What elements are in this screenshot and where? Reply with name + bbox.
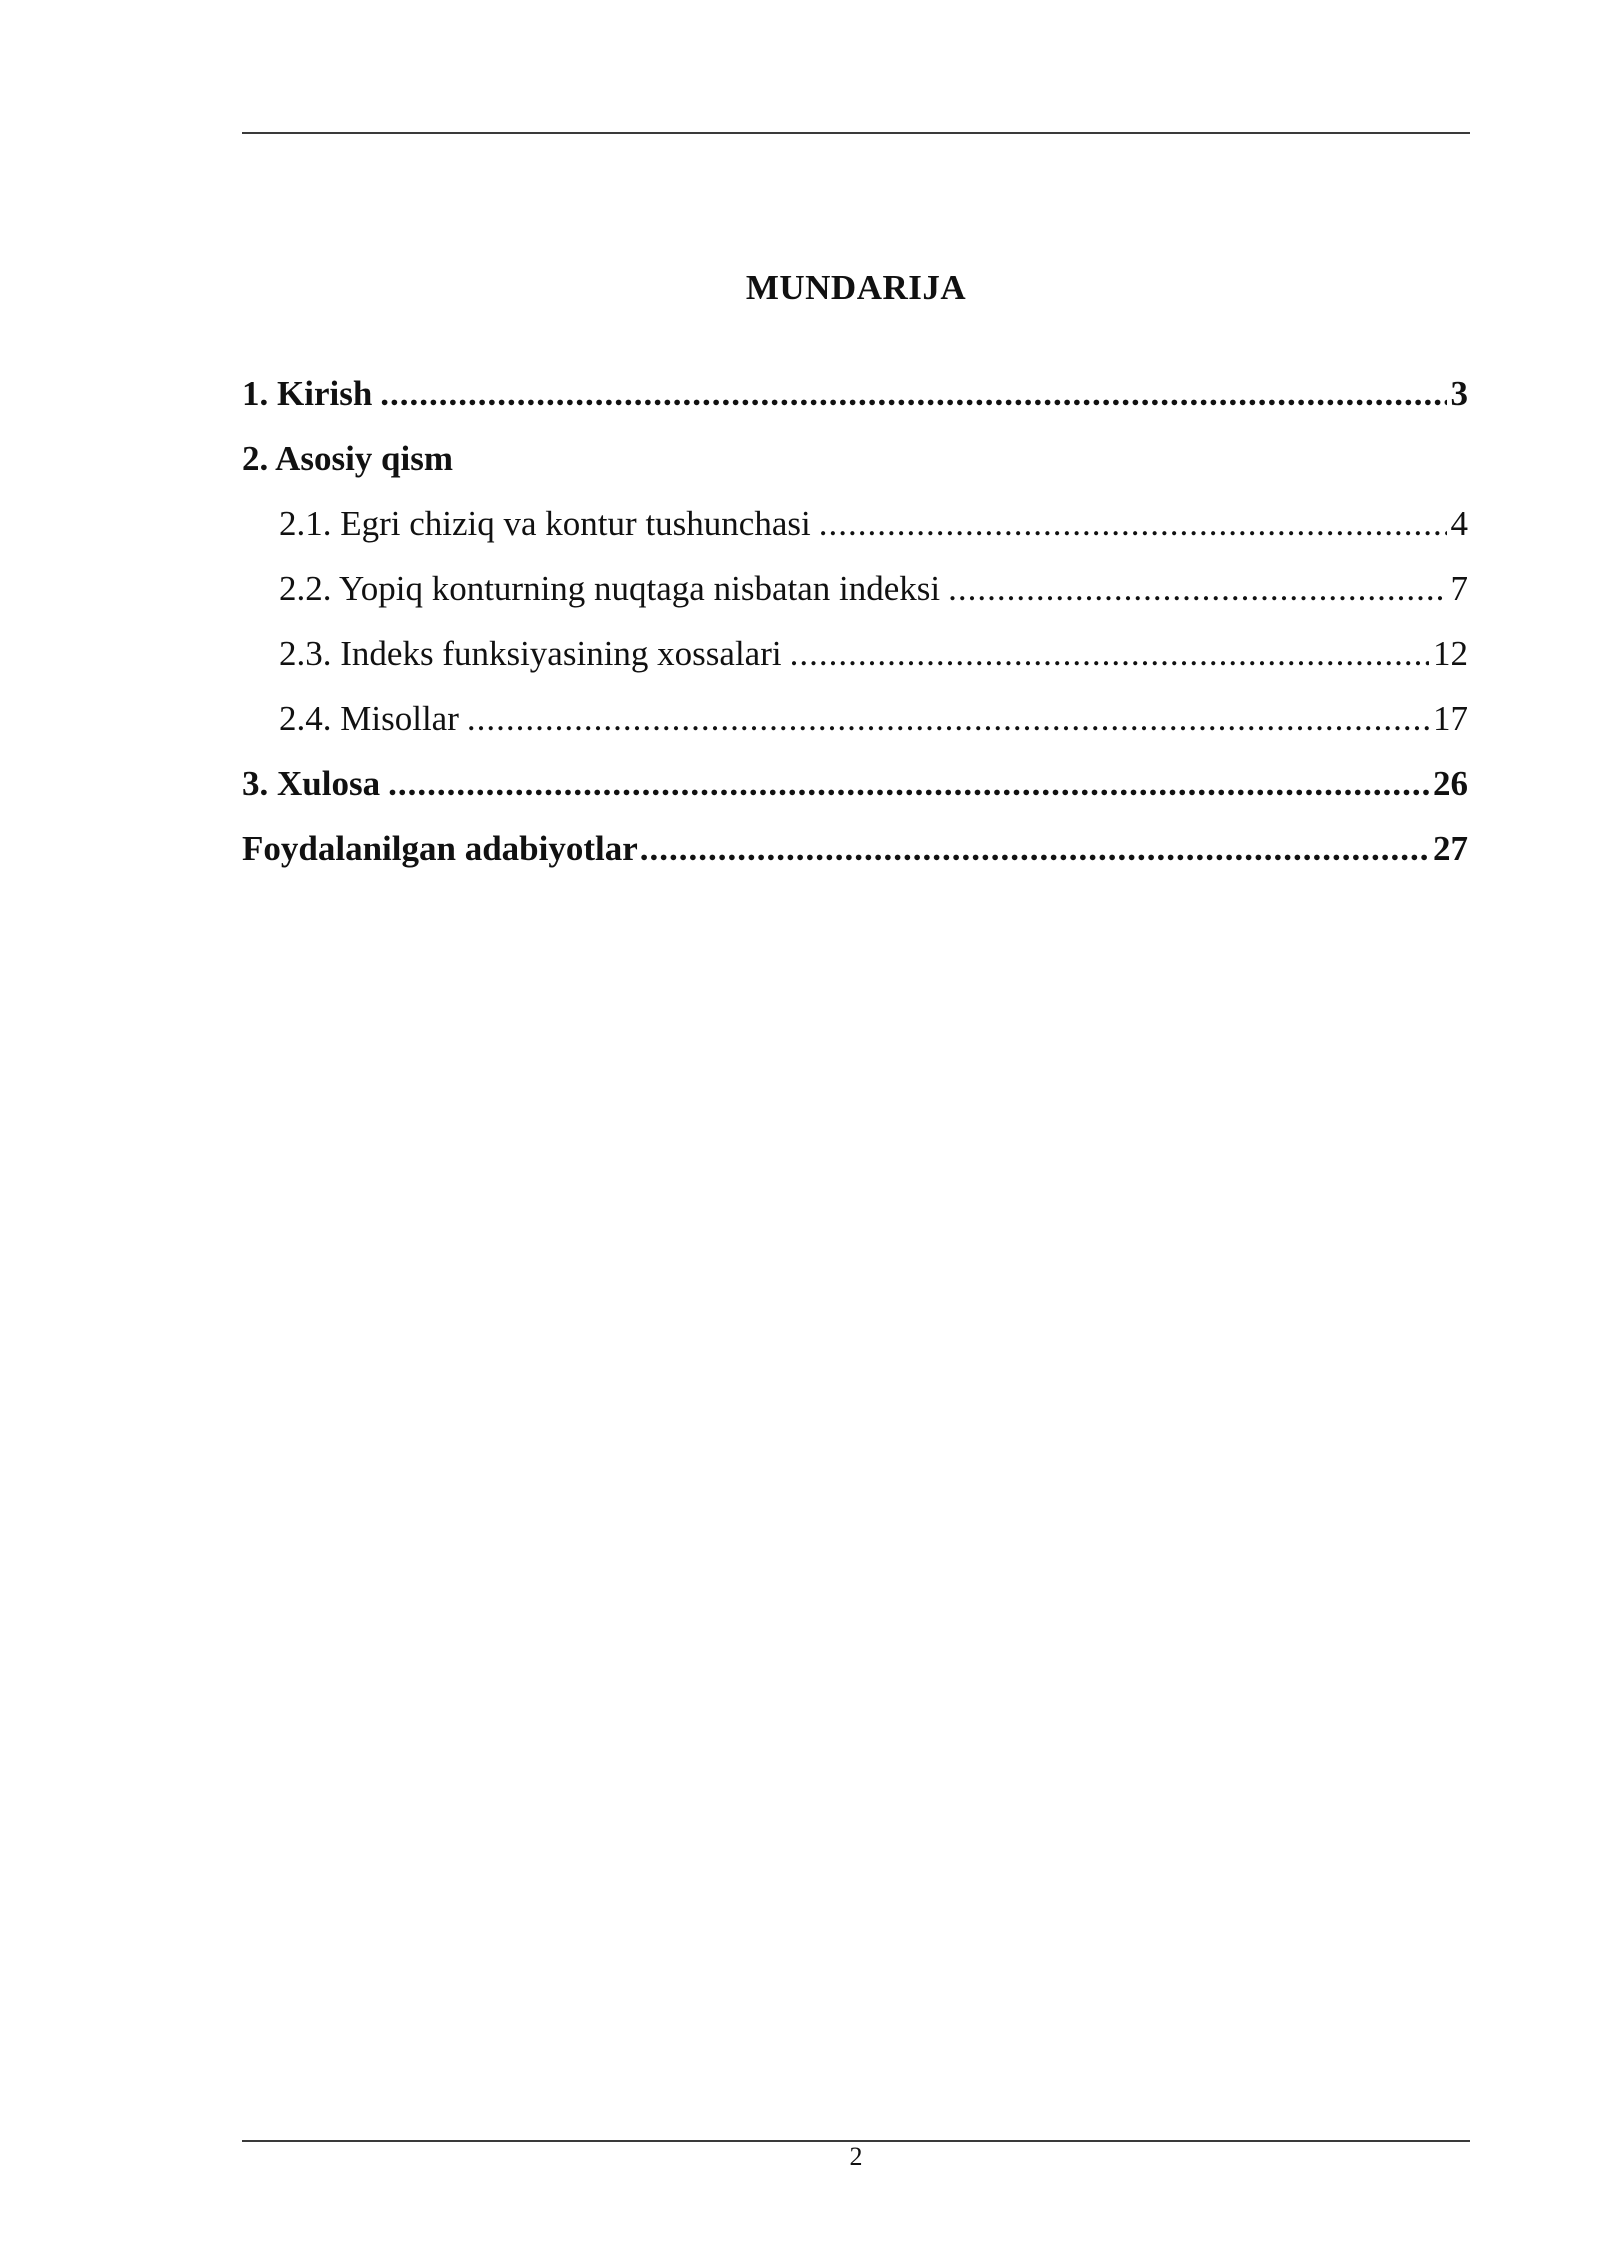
toc-entry-label: 2.2. Yopiq konturning nuqtaga nisbatan indeksi xyxy=(279,569,941,608)
toc-entry-xulosa[interactable] xyxy=(242,760,1468,825)
page-number: 2 xyxy=(849,2142,863,2171)
toc-entry-page: 7 xyxy=(1450,569,1468,608)
toc-entry-2-3[interactable] xyxy=(242,630,1468,695)
toc-entry-2-1[interactable] xyxy=(242,500,1468,565)
toc-entry-page: 17 xyxy=(1433,699,1468,738)
toc-dot-leader xyxy=(467,695,1429,743)
toc-entry-page: 27 xyxy=(1433,829,1468,868)
toc-entry-label: 1. Kirish xyxy=(242,374,373,413)
table-of-contents xyxy=(242,370,1468,890)
toc-dot-leader xyxy=(380,370,1446,418)
toc-entry-label: 2. Asosiy qism xyxy=(242,439,454,478)
toc-dot-leader xyxy=(819,500,1447,548)
toc-entry-asosiy-qism[interactable] xyxy=(242,435,1468,500)
toc-entry-kirish[interactable] xyxy=(242,370,1468,435)
toc-dot-leader xyxy=(388,760,1429,808)
toc-dot-leader xyxy=(790,630,1429,678)
toc-entry-2-4[interactable] xyxy=(242,695,1468,760)
toc-entry-label: 3. Xulosa xyxy=(242,764,381,803)
toc-entry-adabiyotlar[interactable] xyxy=(242,825,1468,890)
page-title: MUNDARIJA xyxy=(745,268,967,307)
toc-entry-page: 3 xyxy=(1450,374,1468,413)
toc-entry-label: 2.3. Indeks funksiyasining xossalari xyxy=(279,634,782,673)
toc-entry-label: 2.1. Egri chiziq va kontur tushunchasi xyxy=(279,504,811,543)
toc-entry-label: Foydalanilgan adabiyotlar xyxy=(242,829,638,868)
toc-entry-page: 12 xyxy=(1433,634,1468,673)
toc-entry-2-2[interactable] xyxy=(242,565,1468,630)
header-rule xyxy=(242,132,1470,134)
toc-entry-page: 4 xyxy=(1450,504,1468,543)
toc-entry-label: 2.4. Misollar xyxy=(279,699,459,738)
toc-dot-leader xyxy=(640,825,1429,873)
toc-dot-leader xyxy=(948,565,1446,613)
toc-entry-page: 26 xyxy=(1433,764,1468,803)
